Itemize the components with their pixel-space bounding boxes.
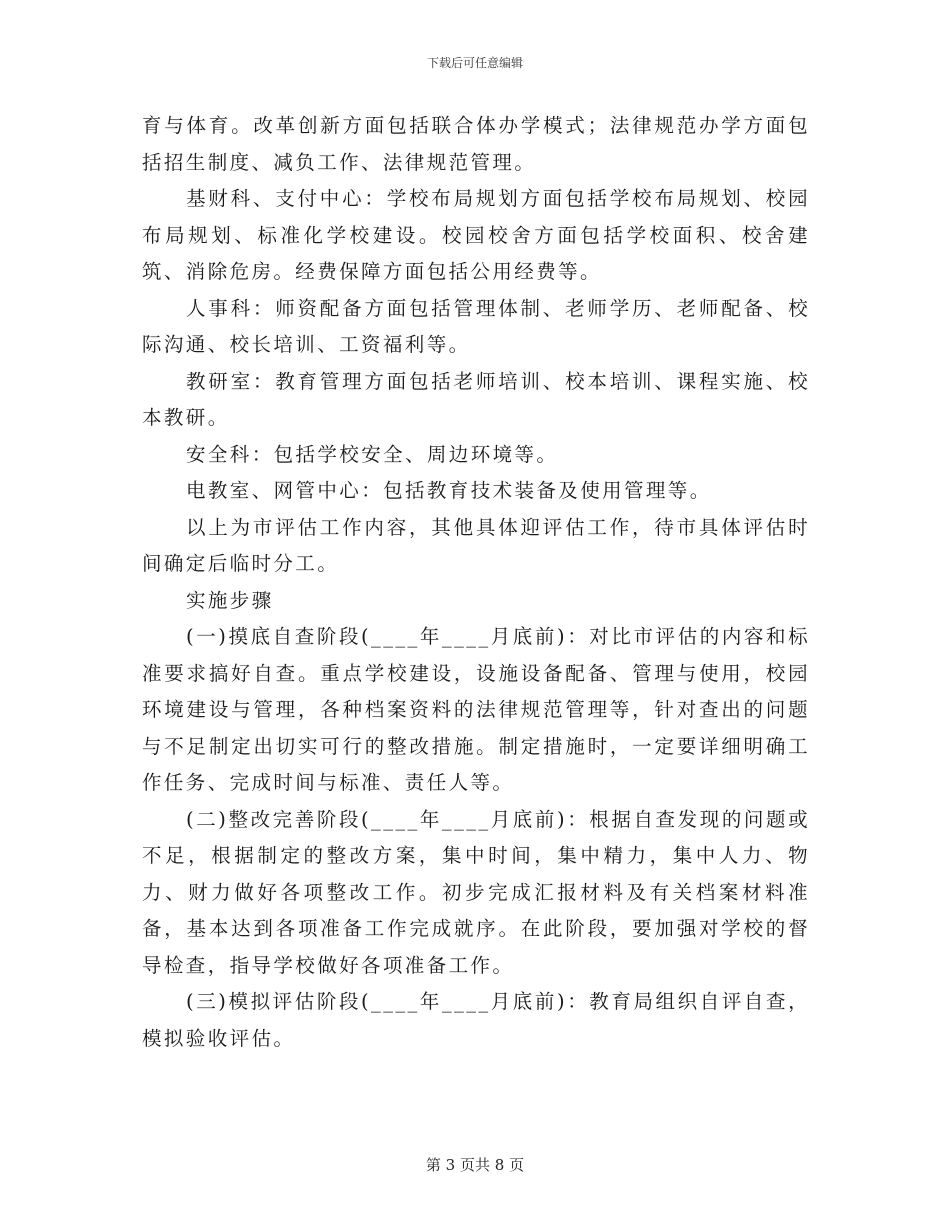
paragraph: 基财科、支付中心：学校布局规划方面包括学校布局规划、校园布局规划、标准化学校建设。校园校舍方面包括学校面积、校舍建筑、消除危房。经费保障方面包括公用经费等。 bbox=[142, 187, 810, 283]
paragraph: 安全科：包括学校安全、周边环境等。 bbox=[186, 442, 559, 466]
paragraph: (三)模拟评估阶段(____年____月底前)：教育局组织自评自查，模拟验收评估。 bbox=[142, 990, 810, 1050]
paragraph: 电教室、网管中心：包括教育技术装备及使用管理等。 bbox=[186, 479, 712, 502]
paragraph: (一)摸底自查阶段(____年____月底前)：对比市评估的内容和标准要求搞好自查。重点学校建设，设施设备配备、管理与使用，校园环境建设与管理，各种档案资料的法律规范管理等，针对查出的问题与不足制定出切实可行的整改措施。制定措施时，一定要详细明确工作任务、完成时间与标准、责任人等。 bbox=[142, 625, 810, 794]
section-heading: 实施步骤 bbox=[186, 588, 274, 612]
paragraph: 育与体育。改革创新方面包括联合体办学模式；法律规范办学方面包括招生制度、减负工作、法律规范管理。 bbox=[142, 114, 810, 174]
page-number: 第 3 页共 8 页 bbox=[425, 1156, 525, 1174]
page-header: 下载后可任意编辑 bbox=[426, 56, 523, 70]
paragraph: 以上为市评估工作内容，其他具体迎评估工作，待市具体评估时间确定后临时分工。 bbox=[142, 515, 810, 575]
paragraph: 人事科：师资配备方面包括管理体制、老师学历、老师配备、校际沟通、校长培训、工资福利等。 bbox=[142, 296, 810, 356]
paragraph: (二)整改完善阶段(____年____月底前)：根据自查发现的问题或不足，根据制定的整改方案，集中时间，集中精力，集中人力、物力、财力做好各项整改工作。初步完成汇报材料及有关档案材料准备，基本达到各项准备工作完成就序。在此阶段，要加强对学校的督导检查，指导学校做好各项准备工作。 bbox=[142, 807, 810, 977]
document-body bbox=[142, 108, 810, 1057]
paragraph: 教研室：教育管理方面包括老师培训、校本培训、课程实施、校本教研。 bbox=[142, 369, 810, 429]
